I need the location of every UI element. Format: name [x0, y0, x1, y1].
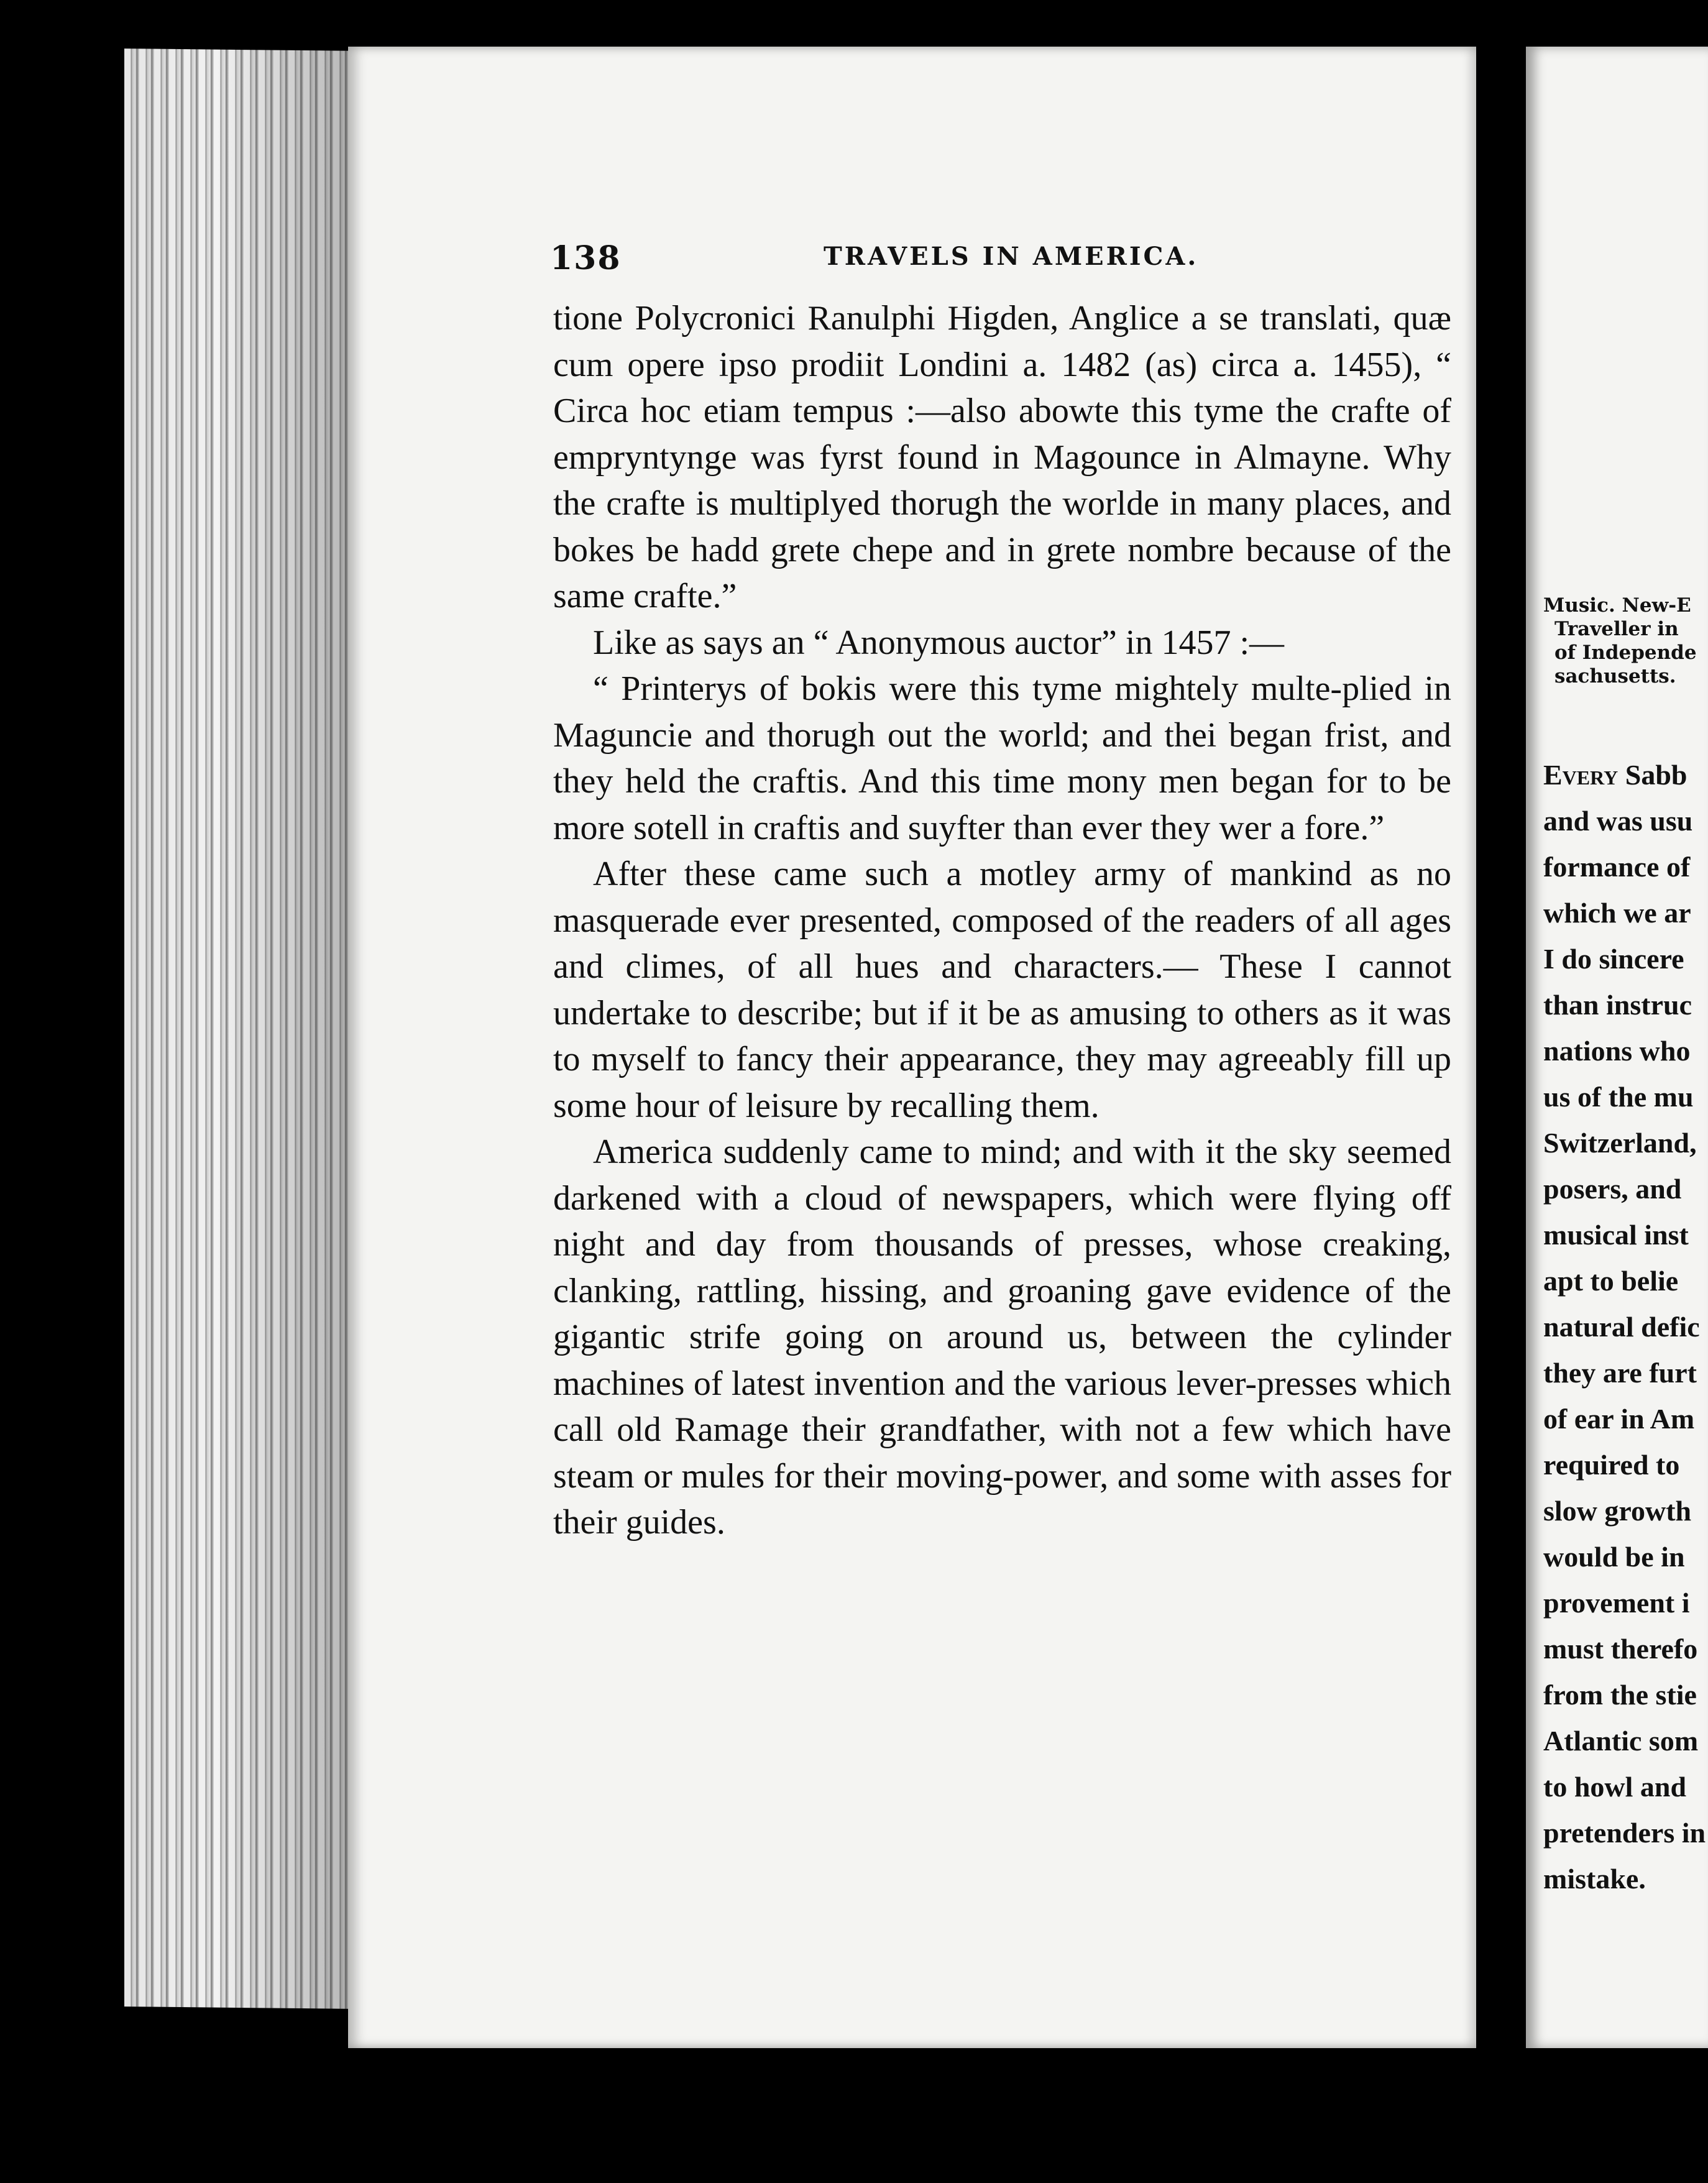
body-line: of ear in Am [1543, 1403, 1695, 1435]
body-line: must therefo [1543, 1633, 1698, 1665]
right-page-body [1543, 752, 1708, 1902]
body-line: I do sincere [1543, 943, 1684, 975]
page-header [550, 239, 1451, 289]
paragraph-1: tione Polycronici Ranulphi Higden, Anglice a se translati, quæ cum opere ipso prodiit Londini a. 1482 (as) circa a. 1455), “ Circa hoc etiam tempus :—also abowte this tyme the crafte of empryntynge was fyrst found in Magounce in Almayne. Why the crafte is multiplyed thorugh the worlde in many places, and bokes be hadd grete chepe and in grete nombre because of the same crafte.” [553, 299, 1451, 615]
running-title: TRAVELS IN AMERICA. [824, 242, 1199, 271]
right-page [1526, 47, 1708, 2048]
paragraph-quote: “ Printerys of bokis were this tyme mightely multe-plied in Maguncie and thorugh out the world; and thei began frist, and they held the craftis. And this time mony men began for to be more sotell in craftis and suyfter than ever they wer a fore.” [553, 669, 1451, 847]
body-line: provement i [1543, 1587, 1690, 1619]
summary-line: Traveller in [1554, 618, 1679, 640]
paragraph-4: America suddenly came to mind; and with it the sky seemed darkened with a cloud of newspapers, which were flying off night and day from thousands of presses, whose creaking, clanking, rattling, hissing, and groaning gave evidence of the gigantic strife going on around us, between the cylinder machines of latest invention and the various lever-presses which call old Ramage their grandfather, with not a few which have steam or mules for their moving-power, and some with asses for their guides. [553, 1133, 1451, 1542]
summary-line: of Independe [1554, 641, 1697, 664]
body-line: from the stie [1543, 1679, 1697, 1711]
body-line: apt to belie [1543, 1265, 1679, 1297]
body-line: natural defic [1543, 1311, 1700, 1343]
body-line: they are furt [1543, 1357, 1697, 1389]
book-page-edges [124, 48, 354, 2009]
summary-line: Music. New-E [1543, 594, 1691, 617]
body-line: which we ar [1543, 897, 1691, 929]
body-line: required to [1543, 1449, 1680, 1481]
body-line: posers, and [1543, 1173, 1682, 1205]
body-line: than instruc [1543, 989, 1692, 1021]
body-text [553, 295, 1451, 1546]
paragraph-2: Like as says an “ Anonymous auctor” in 1457 :— [593, 623, 1285, 662]
chapter-summary [1543, 594, 1708, 688]
body-line: Switzerland, [1543, 1127, 1697, 1159]
body-line: and was usu [1543, 805, 1693, 837]
body-line: mistake. [1543, 1863, 1646, 1895]
body-line: pretenders in [1543, 1817, 1706, 1849]
summary-line: sachusetts. [1554, 665, 1676, 687]
body-line: musical inst [1543, 1219, 1689, 1251]
body-line: formance of [1543, 851, 1691, 883]
body-line [1543, 752, 1708, 798]
paragraph-3: After these came such a motley army of mankind as no masquerade ever presented, composed of the readers of all ages and climes, of all hues and characters.— These I cannot undertake to describe; but if it be as amusing to others as it was to myself to fancy their appearance, they may agreeably fill up some hour of leisure by recalling them. [553, 855, 1451, 1125]
body-first-rest: Sabb [1618, 759, 1687, 791]
page-number: 138 [550, 239, 622, 277]
body-line: us of the mu [1543, 1081, 1694, 1113]
body-line: Atlantic som [1543, 1725, 1699, 1757]
body-line: nations who [1543, 1035, 1691, 1067]
left-page [348, 47, 1476, 2048]
body-line: slow growth [1543, 1495, 1692, 1527]
body-line: would be in [1543, 1541, 1685, 1573]
body-first-word: Every [1543, 759, 1618, 791]
body-line: to howl and [1543, 1771, 1687, 1803]
